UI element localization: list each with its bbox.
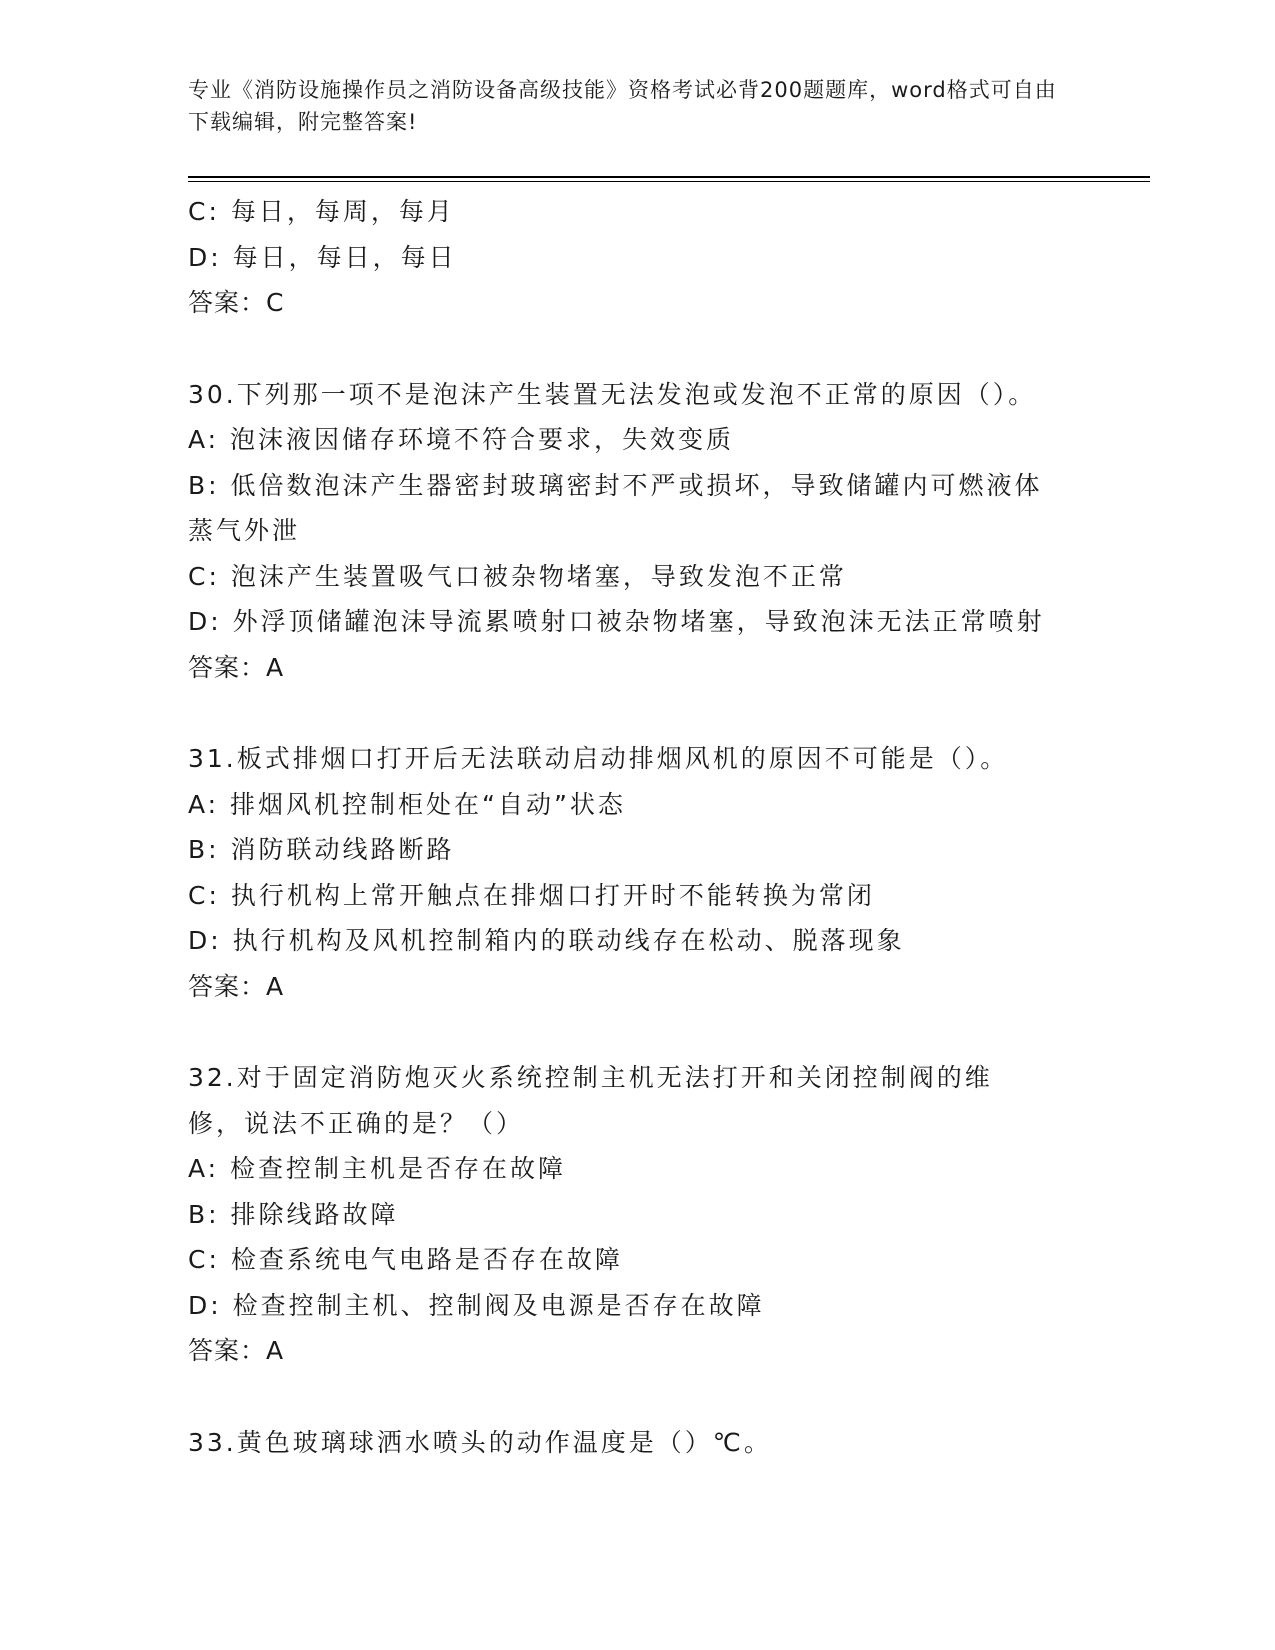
option-a: A: 检查控制主机是否存在故障 bbox=[188, 1154, 567, 1183]
option-a: A: 泡沫液因储存环境不符合要求，失效变质 bbox=[188, 425, 735, 454]
question-stem: 31.板式排烟口打开后无法联动启动排烟风机的原因不可能是（）。 bbox=[188, 744, 1009, 773]
option-b: B: 低倍数泡沫产生器密封玻璃密封不严或损坏，导致储罐内可燃液体蒸气外泄 bbox=[188, 470, 1043, 545]
header-divider-thick bbox=[188, 176, 1150, 178]
answer: 答案：A bbox=[188, 1336, 285, 1365]
question-stem: 32.对于固定消防炮灭火系统控制主机无法打开和关闭控制阀的维修，说法不正确的是？（） bbox=[188, 1063, 993, 1138]
answer: 答案：A bbox=[188, 971, 285, 1001]
answer: 答案：C bbox=[188, 288, 285, 317]
option-c: C: 每日，每周，每月 bbox=[188, 197, 455, 226]
header-divider-thin bbox=[188, 181, 1150, 182]
question-spacer bbox=[188, 1374, 1088, 1420]
question-spacer bbox=[188, 1009, 1088, 1055]
option-c: C: 执行机构上常开触点在排烟口打开时不能转换为常闭 bbox=[188, 880, 875, 910]
option-a: A: 排烟风机控制柜处在“自动”状态 bbox=[188, 789, 626, 819]
page-header-title: 专业《消防设施操作员之消防设备高级技能》资格考试必背200题题库，word格式可自由下载编辑，附完整答案! bbox=[188, 78, 1057, 134]
question-list bbox=[188, 189, 1088, 1465]
option-c: C: 泡沫产生装置吸气口被杂物堵塞，导致发泡不正常 bbox=[188, 561, 847, 591]
question-spacer bbox=[188, 326, 1088, 372]
answer: 答案：A bbox=[188, 652, 285, 682]
option-d: D: 检查控制主机、控制阀及电源是否存在故障 bbox=[188, 1290, 765, 1320]
option-d: D: 外浮顶储罐泡沫导流累喷射口被杂物堵塞，导致泡沫无法正常喷射 bbox=[188, 607, 1045, 636]
option-d: D: 执行机构及风机控制箱内的联动线存在松动、脱落现象 bbox=[188, 926, 905, 955]
option-d: D: 每日，每日，每日 bbox=[188, 242, 457, 272]
question-stem: 33.黄色玻璃球洒水喷头的动作温度是（）℃。 bbox=[188, 1427, 772, 1457]
option-b: B: 排除线路故障 bbox=[188, 1199, 399, 1229]
question-stem: 30.下列那一项不是泡沫产生装置无法发泡或发泡不正常的原因（）。 bbox=[188, 379, 1037, 409]
option-c: C: 检查系统电气电路是否存在故障 bbox=[188, 1245, 623, 1274]
option-b: B: 消防联动线路断路 bbox=[188, 835, 455, 864]
question-spacer bbox=[188, 690, 1088, 736]
